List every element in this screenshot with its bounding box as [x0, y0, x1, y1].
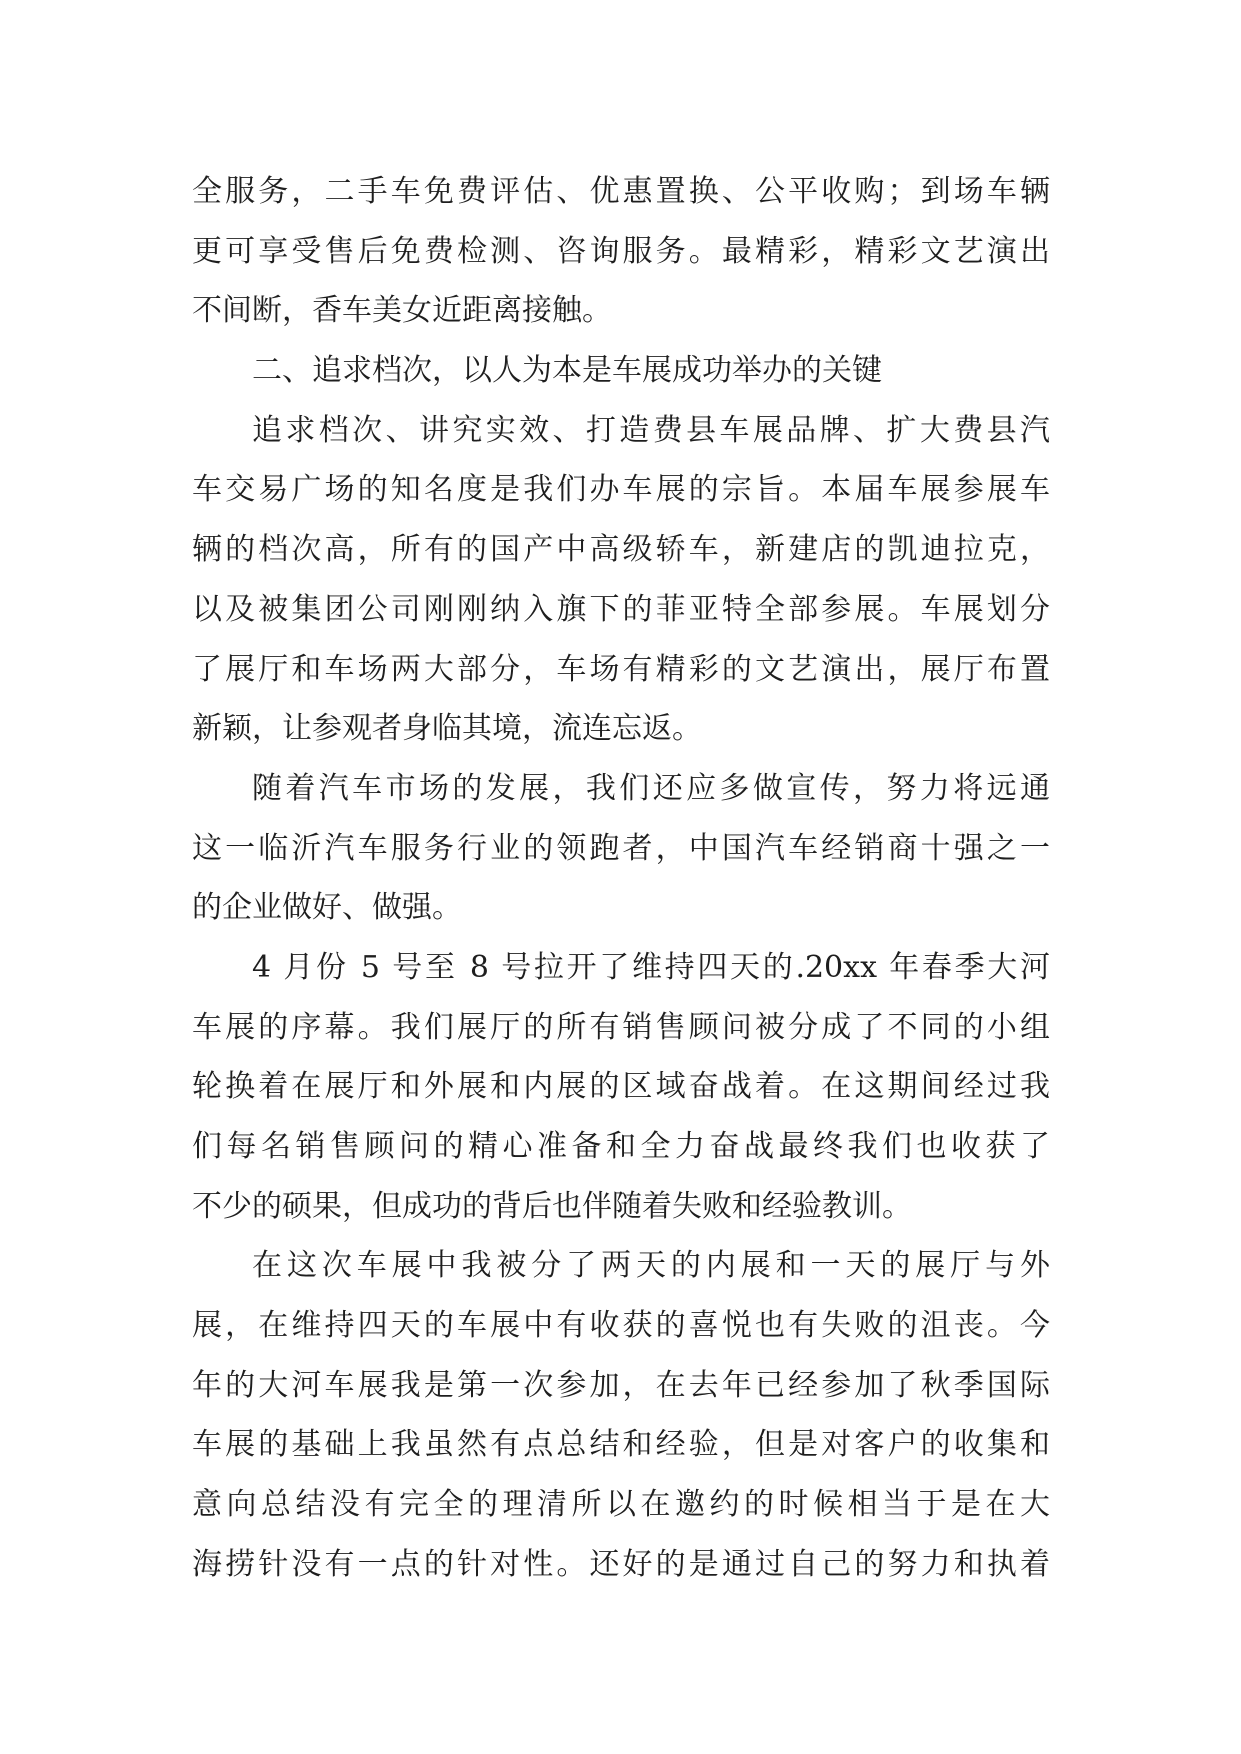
text-line: 展，在维持四天的车展中有收获的喜悦也有失败的沮丧。今: [192, 1308, 1050, 1344]
document-body: [192, 162, 1050, 1595]
paragraph: [192, 1236, 1050, 1594]
text-line: 随着汽车市场的发展，我们还应多做宣传，努力将远通: [252, 770, 1050, 806]
text-line: 车展的序幕。我们展厅的所有销售顾问被分成了不同的小组: [192, 1009, 1050, 1045]
text-line: 海捞针没有一点的针对性。还好的是通过自己的努力和执着: [192, 1546, 1050, 1582]
paragraph: [192, 162, 1050, 341]
text-line: 全服务，二手车免费评估、优惠置换、公平收购；到场车辆: [192, 174, 1050, 209]
text-line: 这一临沂汽车服务行业的领跑者，中国汽车经销商十强之一: [192, 830, 1050, 866]
text-line: 新颖，让参观者身临其境，流连忘返。: [192, 711, 702, 747]
text-line: 不间断，香车美女近距离接触。: [192, 293, 612, 329]
paragraph: [192, 938, 1050, 1236]
text-line: 轮换着在展厅和外展和内展的区域奋战着。在这期间经过我: [192, 1069, 1050, 1105]
text-line: 以及被集团公司刚刚纳入旗下的菲亚特全部参展。车展划分: [192, 591, 1050, 627]
text-line: 辆的档次高，所有的国产中高级轿车，新建店的凯迪拉克，: [192, 532, 1050, 568]
text-line: 的企业做好、做强。: [192, 890, 462, 926]
text-line: 4 月份 5 号至 8 号拉开了维持四天的.20xx 年春季大河: [252, 949, 1050, 985]
paragraph: [192, 401, 1050, 759]
text-line: 二、追求档次，以人为本是车展成功举办的关键: [252, 353, 882, 389]
text-line: 在这次车展中我被分了两天的内展和一天的展厅与外: [252, 1248, 1050, 1284]
text-line: 们每名销售顾问的精心准备和全力奋战最终我们也收获了: [192, 1129, 1050, 1164]
paragraph: [192, 759, 1050, 938]
text-line: 了展厅和车场两大部分，车场有精彩的文艺演出，展厅布置: [192, 651, 1050, 687]
text-line: 追求档次、讲究实效、打造费县车展品牌、扩大费县汽: [252, 412, 1050, 448]
text-line: 意向总结没有完全的理清所以在邀约的时候相当于是在大: [192, 1487, 1050, 1523]
text-line: 更可享受售后免费检测、咨询服务。最精彩，精彩文艺演出: [192, 233, 1050, 269]
text-line: 不少的硕果，但成功的背后也伴随着失败和经验教训。: [192, 1188, 912, 1224]
paragraph: [192, 341, 1050, 401]
text-line: 年的大河车展我是第一次参加，在去年已经参加了秋季国际: [192, 1367, 1050, 1403]
text-line: 车展的基础上我虽然有点总结和经验，但是对客户的收集和: [192, 1427, 1050, 1463]
text-line: 车交易广场的知名度是我们办车展的宗旨。本届车展参展车: [192, 472, 1050, 508]
